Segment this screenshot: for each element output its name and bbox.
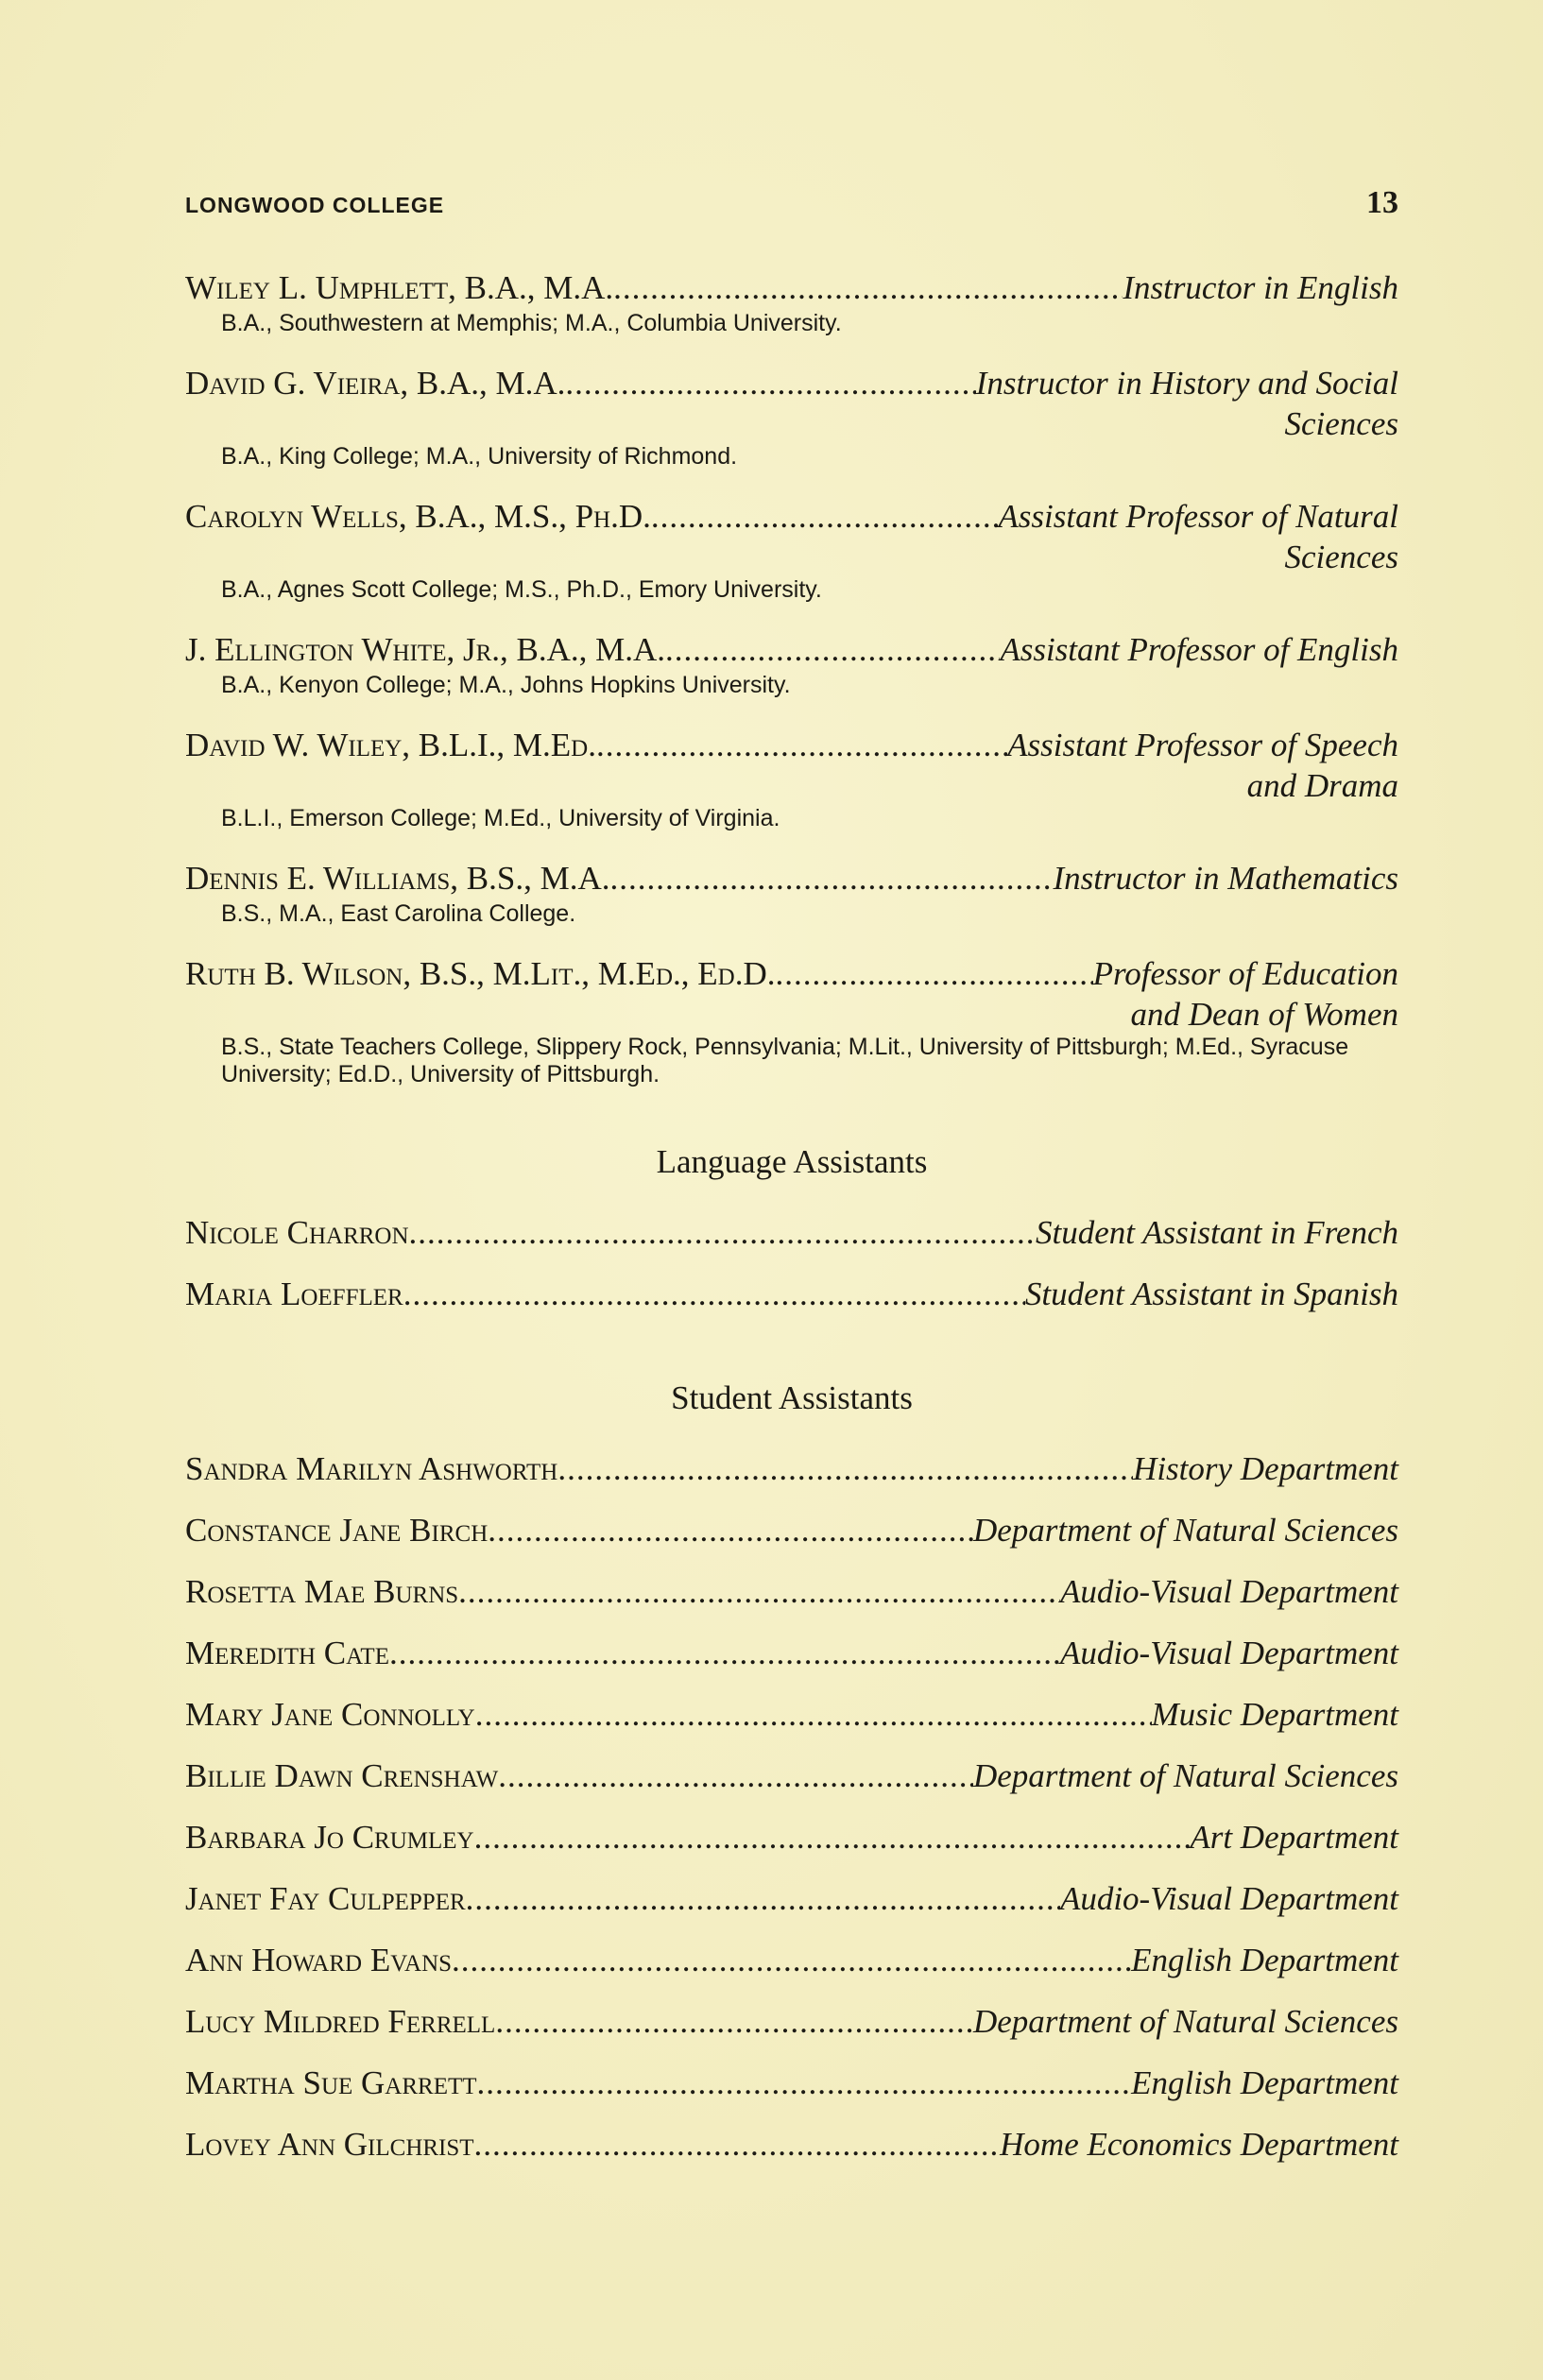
list-item — [185, 1806, 1398, 1868]
dot-leader — [452, 1929, 1131, 1991]
faculty-name: David G. Vieira, B.A., M.A. — [185, 365, 566, 402]
assistant-name: Lovey Ann Gilchrist — [185, 2126, 474, 2163]
dot-leader — [474, 1806, 1191, 1868]
assistant-role: History Department — [1133, 1450, 1398, 1487]
list-item — [185, 1868, 1398, 1929]
faculty-name: Ruth B. Wilson, B.S., M.Lit., M.Ed., Ed.D. — [185, 955, 776, 992]
faculty-degrees: B.S., M.A., East Carolina College. — [221, 900, 576, 927]
faculty-degrees: B.A., Kenyon College; M.A., Johns Hopkins University. — [221, 672, 791, 698]
faculty-entry — [185, 362, 1398, 471]
list-item — [185, 1991, 1398, 2052]
faculty-title-continued: Sciences — [1284, 539, 1398, 575]
dot-leader — [596, 724, 1007, 767]
assistant-role: Audio-Visual Department — [1059, 1573, 1398, 1610]
list-item — [185, 1561, 1398, 1622]
list-item — [185, 1202, 1398, 1263]
assistant-role: English Department — [1131, 2064, 1398, 2101]
dot-leader — [665, 628, 1000, 672]
list-item — [185, 1622, 1398, 1684]
faculty-name: David W. Wiley, B.L.I., M.Ed. — [185, 727, 596, 763]
assistant-name: Billie Dawn Crenshaw — [185, 1757, 499, 1794]
assistant-role: Student Assistant in Spanish — [1024, 1276, 1398, 1312]
dot-leader — [776, 952, 1093, 996]
assistant-name: Mary Jane Connolly — [185, 1696, 475, 1733]
faculty-title: Assistant Professor of Natural — [998, 498, 1398, 535]
assistant-role: Department of Natural Sciences — [972, 1757, 1398, 1794]
page-number: 13 — [1366, 185, 1398, 220]
list-item — [185, 1684, 1398, 1745]
faculty-degrees: B.A., Agnes Scott College; M.S., Ph.D., Emory University. — [221, 576, 822, 603]
dot-leader — [488, 1499, 973, 1561]
dot-leader — [498, 1745, 973, 1806]
faculty-title: Instructor in English — [1123, 269, 1398, 306]
dot-leader — [475, 1684, 1152, 1745]
faculty-title-continued: Sciences — [1284, 405, 1398, 442]
college-name: LONGWOOD COLLEGE — [185, 193, 445, 217]
assistant-name: Martha Sue Garrett — [185, 2064, 477, 2101]
faculty-title: Professor of Education — [1092, 955, 1398, 992]
assistant-role: Home Economics Department — [1000, 2126, 1398, 2163]
assistant-name: Sandra Marilyn Ashworth — [185, 1450, 558, 1487]
dot-leader — [458, 1561, 1060, 1622]
dot-leader — [477, 2052, 1132, 2114]
assistant-role: English Department — [1131, 1942, 1398, 1978]
faculty-title: Instructor in Mathematics — [1053, 860, 1398, 897]
faculty-list — [185, 266, 1398, 1088]
list-item — [185, 1438, 1398, 1499]
list-item — [185, 1263, 1398, 1325]
faculty-title: Instructor in History and Social — [975, 365, 1398, 402]
dot-leader — [610, 857, 1054, 900]
page-content — [185, 185, 1398, 2175]
faculty-name: Wiley L. Umphlett, B.A., M.A. — [185, 269, 614, 306]
faculty-entry — [185, 857, 1398, 928]
faculty-degrees: B.A., King College; M.A., University of Richmond. — [221, 443, 738, 470]
assistant-role: Art Department — [1190, 1819, 1398, 1856]
assistant-role: Audio-Visual Department — [1059, 1880, 1398, 1917]
faculty-title-continued: and Dean of Women — [1130, 996, 1398, 1033]
list-item — [185, 2114, 1398, 2175]
assistant-name: Janet Fay Culpepper — [185, 1880, 466, 1917]
faculty-entry — [185, 952, 1398, 1088]
faculty-entry — [185, 495, 1398, 604]
running-head — [185, 185, 1398, 242]
language-assistants-list — [185, 1202, 1398, 1325]
dot-leader — [409, 1202, 1036, 1263]
faculty-entry — [185, 266, 1398, 337]
faculty-title-continued: and Drama — [1246, 767, 1398, 804]
assistant-role: Student Assistant in French — [1035, 1214, 1398, 1251]
dot-leader — [474, 2114, 1001, 2175]
language-assistants-heading: Language Assistants — [656, 1143, 928, 1180]
faculty-degrees: B.L.I., Emerson College; M.Ed., University of Virginia. — [221, 805, 780, 831]
dot-leader — [466, 1868, 1060, 1929]
student-assistants-heading: Student Assistants — [671, 1379, 913, 1416]
assistant-name: Nicole Charron — [185, 1214, 409, 1251]
dot-leader — [565, 362, 975, 405]
faculty-degrees: B.S., State Teachers College, Slippery Rock, Pennsylvania; M.Lit., University of Pittsburgh; M.Ed., Syracuse University; Ed.D., University of Pittsburgh. — [221, 1034, 1349, 1087]
dot-leader — [651, 495, 998, 539]
assistant-name: Ann Howard Evans — [185, 1942, 453, 1978]
faculty-entry — [185, 628, 1398, 699]
assistant-role: Department of Natural Sciences — [972, 2003, 1398, 2040]
list-item — [185, 1745, 1398, 1806]
faculty-name: Dennis E. Williams, B.S., M.A. — [185, 860, 610, 897]
assistant-name: Constance Jane Birch — [185, 1512, 489, 1549]
assistant-name: Lucy Mildred Ferrell — [185, 2003, 496, 2040]
assistant-name: Meredith Cate — [185, 1635, 389, 1671]
faculty-entry — [185, 724, 1398, 832]
faculty-title: Assistant Professor of Speech — [1007, 727, 1398, 763]
assistant-role: Music Department — [1151, 1696, 1398, 1733]
faculty-name: Carolyn Wells, B.A., M.S., Ph.D. — [185, 498, 651, 535]
dot-leader — [403, 1263, 1025, 1325]
assistant-name: Barbara Jo Crumley — [185, 1819, 474, 1856]
faculty-degrees: B.A., Southwestern at Memphis; M.A., Columbia University. — [221, 310, 842, 336]
dot-leader — [613, 266, 1123, 310]
list-item — [185, 1929, 1398, 1991]
assistant-role: Department of Natural Sciences — [972, 1512, 1398, 1549]
dot-leader — [557, 1438, 1133, 1499]
student-assistants-list — [185, 1438, 1398, 2175]
dot-leader — [389, 1622, 1060, 1684]
assistant-name: Maria Loeffler — [185, 1276, 403, 1312]
assistant-name: Rosetta Mae Burns — [185, 1573, 459, 1610]
dot-leader — [495, 1991, 973, 2052]
faculty-title: Assistant Professor of English — [1000, 631, 1398, 668]
list-item — [185, 1499, 1398, 1561]
assistant-role: Audio-Visual Department — [1059, 1635, 1398, 1671]
list-item — [185, 2052, 1398, 2114]
faculty-name: J. Ellington White, Jr., B.A., M.A. — [185, 631, 666, 668]
